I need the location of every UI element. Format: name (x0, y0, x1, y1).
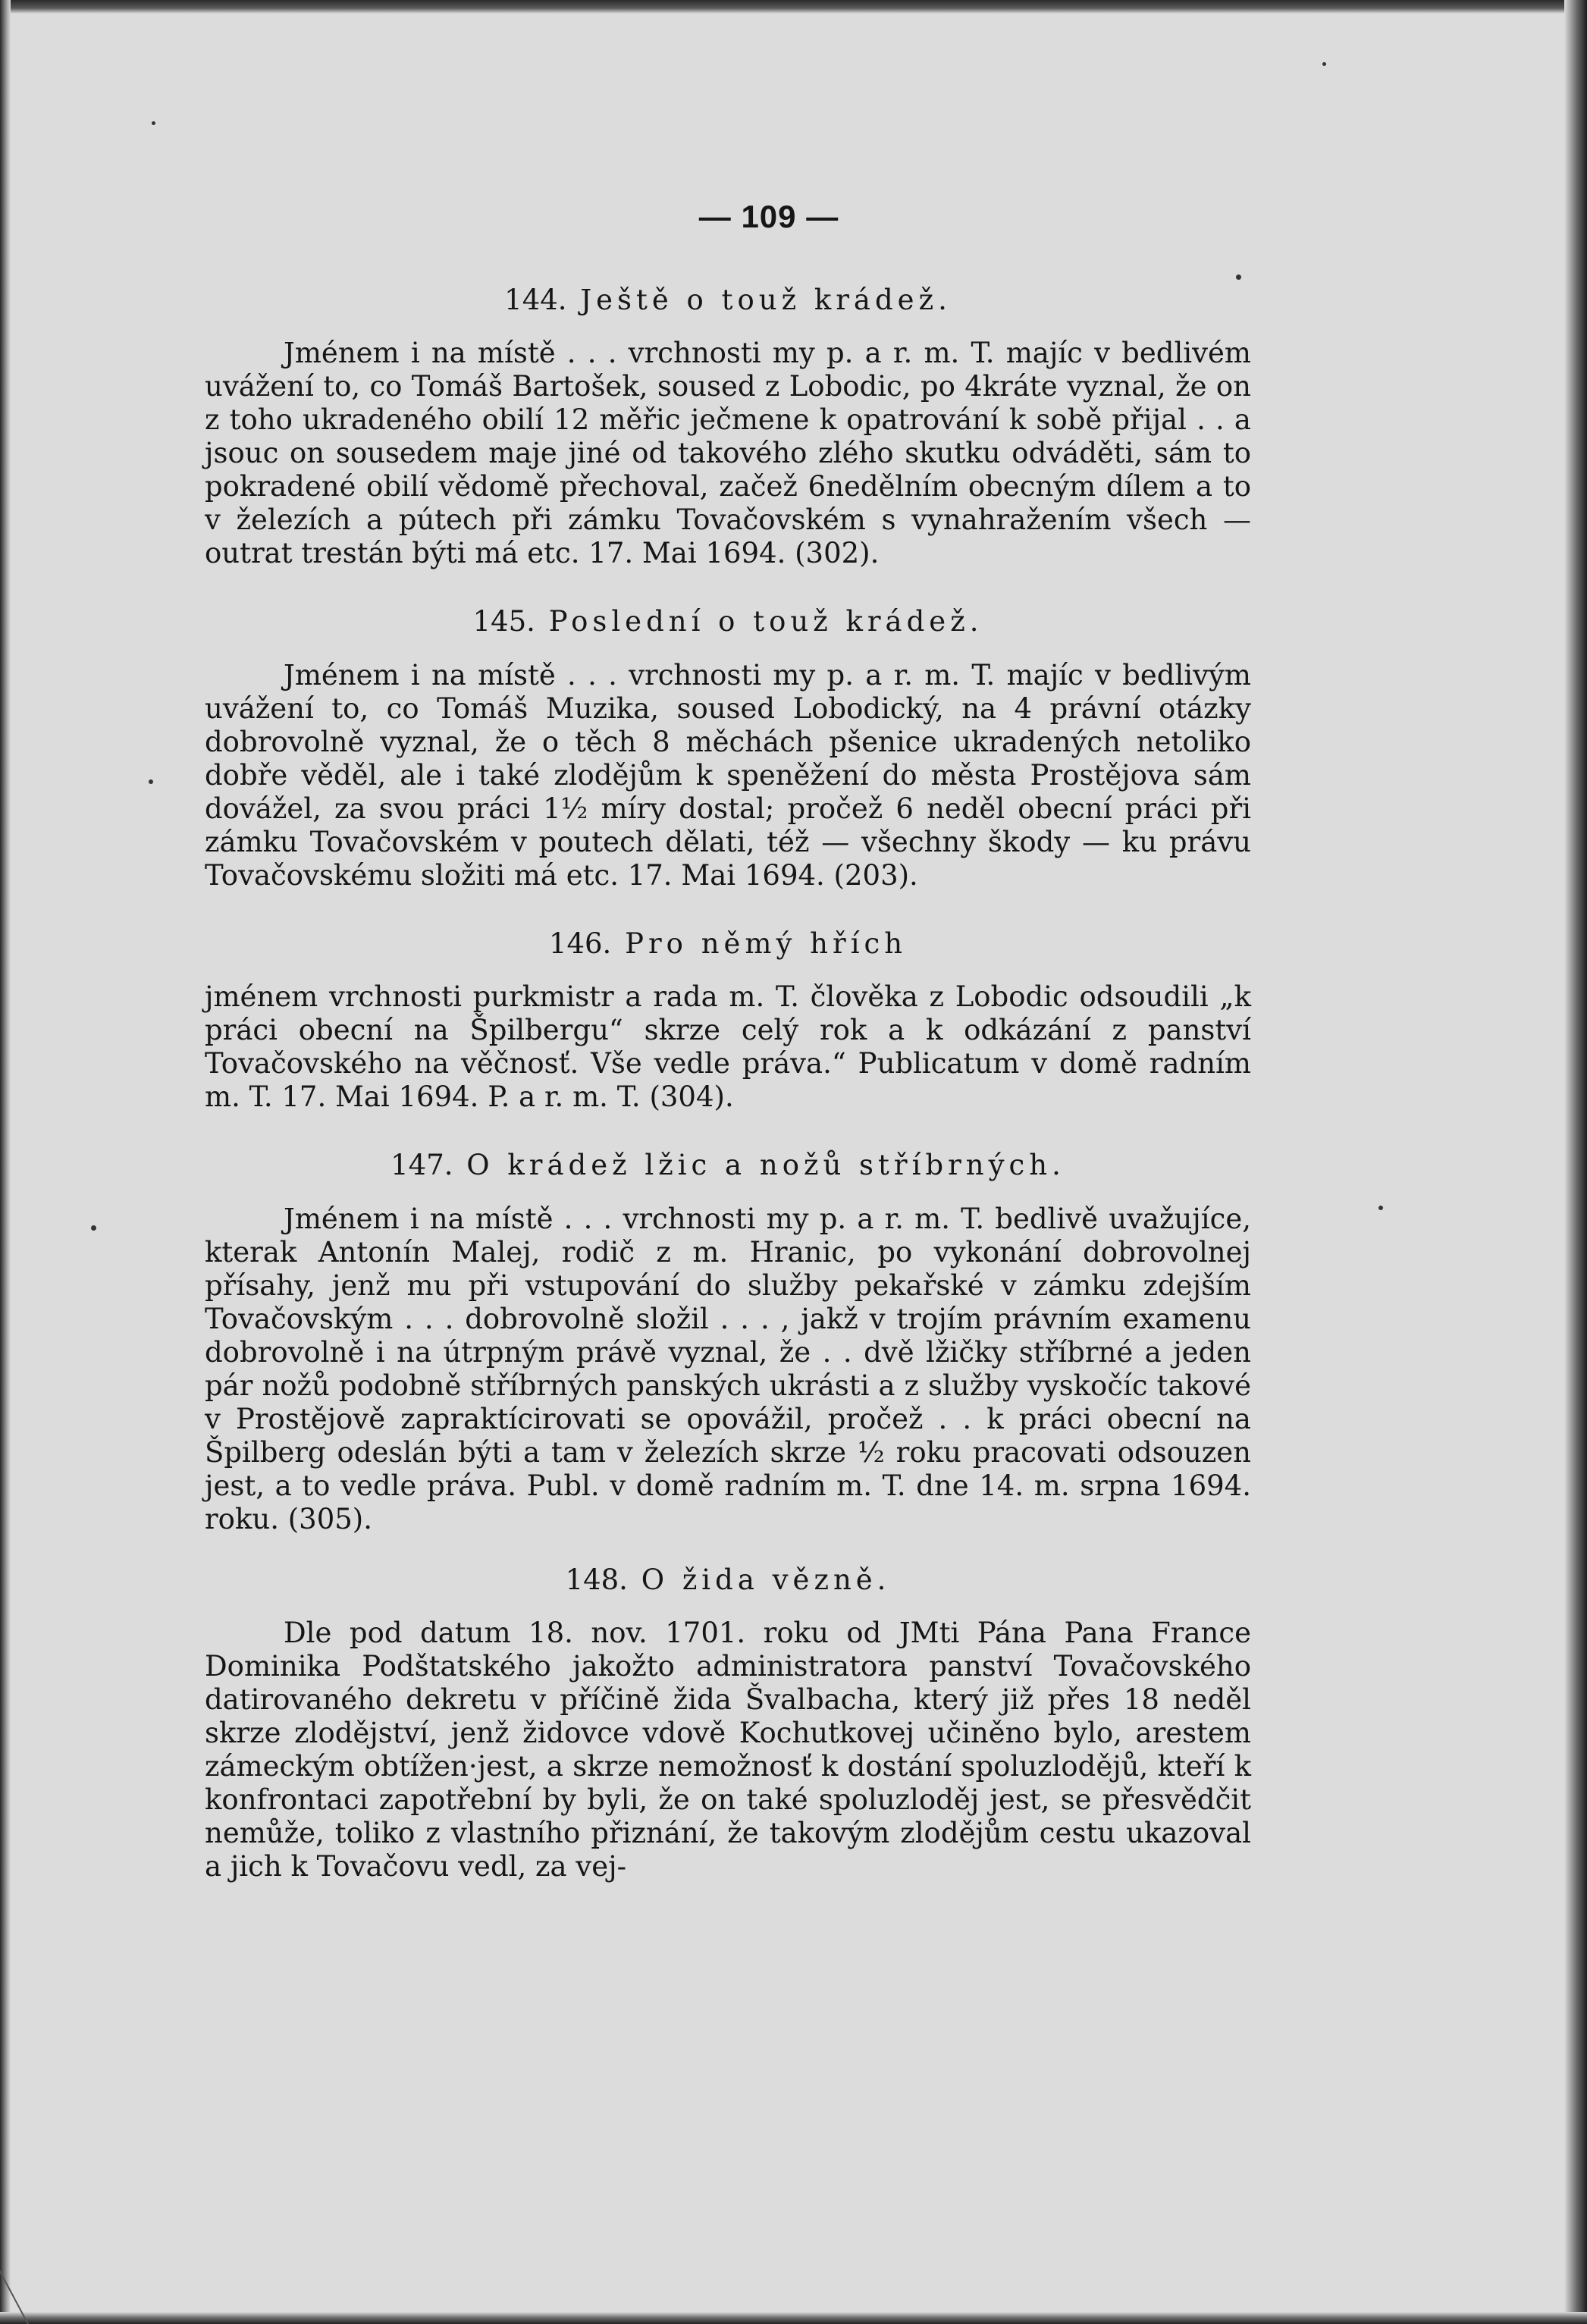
page-number: — 109 — (698, 199, 839, 234)
entry-title: Poslední o touž krádež. (548, 605, 983, 638)
entry-title: O krádež lžic a nožů stříbrných. (466, 1149, 1065, 1182)
entry-146 (205, 927, 1251, 1114)
entry-paragraph: Jménem i na místě . . . vrchnosti my p. a r. m. T. majíc v bedlivým uvážení to, co Tomáš Muzika, soused Lobodický, na 4 právní otázky dobrovolně vyznal, že o těch 8 měchách pšenice ukradených netoliko dobře věděl, ale i také zlodějům k speněžení do města Prostějova sám dovážel, za svou práci 1½ míry dostal; pročež 6 neděl obecní práci při zámku Tovačovském v poutech dělati, též — všechny škody — ku právu Tovačovskému složiti má etc. 17. Mai 1694. (203). (205, 658, 1251, 892)
scan-edge-left (0, 0, 11, 2324)
entry-number: 146. (548, 927, 612, 960)
scan-speck (1322, 62, 1326, 66)
entry-number: 148. (565, 1563, 628, 1596)
scan-speck (1378, 1206, 1383, 1210)
entry-heading (205, 284, 1251, 317)
entry-title: O žida vězně. (641, 1563, 891, 1596)
entry-number: 144. (504, 284, 567, 316)
scan-speck (152, 121, 155, 125)
entry-paragraph: Dle pod datum 18. nov. 1701. roku od JMti Pána Pana France Dominika Podštatského jakožto administratora panství Tovačovského datirovaného dekretu v příčině žida Švalbacha, který již přes 18 neděl skrze zlodějství, jenž židovce vdově Kochutkovej učiněno bylo, arestem zámeckým obtížen·jest, a skrze nemožnosť k dostání spoluzlodějů, kteří k konfrontaci zapotřební by byli, že on také spoluzloděj jest, se přesvědčit nemůže, toliko z vlastního přiznání, že takovým zlodějům cestu ukazoval a jich k Tovačovu vedl, za vej- (205, 1616, 1251, 1883)
entry-heading (205, 1563, 1251, 1597)
entry-paragraph: Jménem i na místě . . . vrchnosti my p. a r. m. T. bedlivě uvažujíce, kterak Antonín Malej, rodič z m. Hranic, po vykonání dobrovolnej přísahy, jenž mu při vstupování do služby pekařské v zámku zdejším Tovačovským . . . dobrovolně složil . . . , jakž v trojím právním examenu dobrovolně i na útrpným právě vyznal, že . . dvě lžičky stříbrné a jeden pár nožů podobně stříbrných panských ukrásti a z služby vyskočíc takové v Prostějově zapraktícirovati se opovážil, pročež . . k práci obecní na Špilberg odeslán býti a tam v železích skrze ½ roku pracovati odsouzen jest, a to vedle práva. Publ. v domě radním m. T. dne 14. m. srpna 1694. roku. (305). (205, 1202, 1251, 1535)
entry-heading (205, 1149, 1251, 1182)
entry-145 (205, 605, 1251, 892)
scan-edge-top (0, 0, 1587, 14)
scan-speck (149, 779, 153, 784)
entry-147 (205, 1149, 1251, 1535)
entry-number: 145. (472, 605, 535, 638)
entry-heading (205, 927, 1251, 961)
entry-148 (205, 1563, 1251, 1883)
scan-speck (91, 1225, 96, 1231)
entry-paragraph: Jménem i na místě . . . vrchnosti my p. a r. m. T. majíc v bedlivém uvážení to, co Tomáš Bartošek, soused z Lobodic, po 4kráte vyznal, že on z toho ukradeného obilí 12 měřic ječmene k opatrování k sobě přijal . . a jsouc on sousedem maje jiné od takového zlého skutku odváděti, sám to pokradené obilí vědomě přechoval, začež 6nedělním obecným dílem a to v železích a pútech při zámku Tovačovském s vynahražením všech — outrat trestán býti má etc. 17. Mai 1694. (302). (205, 337, 1251, 570)
entry-heading (205, 605, 1251, 638)
entry-144 (205, 284, 1251, 570)
entry-title: Pro němý hřích (625, 927, 908, 960)
entry-paragraph: jménem vrchnosti purkmistr a rada m. T. člověka z Lobodic odsoudili „k práci obecní na Špilbergu“ skrze celý rok a k odkázání z panství Tovačovského na věčnosť. Vše vedle práva.“ Publicatum v domě radním m. T. 17. Mai 1694. P. a r. m. T. (304). (205, 980, 1251, 1114)
entry-title: Ještě o touž krádež. (580, 284, 952, 316)
page-content (205, 199, 1251, 1883)
scan-edge-right (1564, 0, 1587, 2324)
entry-number: 147. (390, 1149, 453, 1182)
scan-edge-bottom (0, 2312, 1587, 2324)
